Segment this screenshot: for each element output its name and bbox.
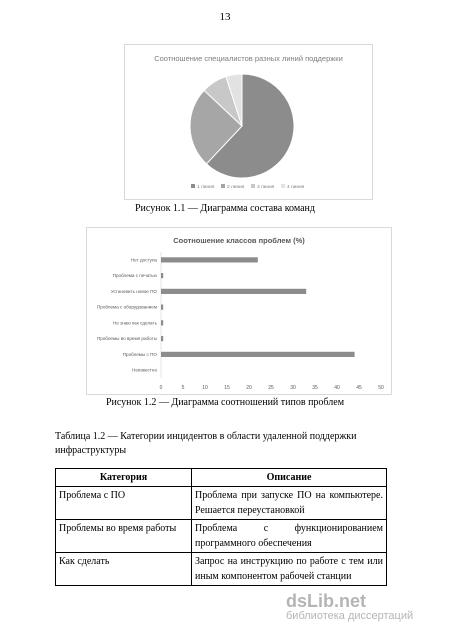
table-cell-category: Проблемы во время работы <box>56 520 192 553</box>
bar-category-label: Проблема с оборудованием <box>96 304 157 310</box>
bar <box>161 257 258 262</box>
table-cell-description: Проблема при запуске ПО на компьютере. Решается переустановкой <box>192 487 387 520</box>
x-tick-label: 5 <box>181 385 185 391</box>
x-tick-label: 40 <box>334 385 340 391</box>
x-tick-label: 0 <box>159 385 163 391</box>
table-title: Таблица 1.2 — Категории инцидентов в области удаленной поддержки инфраструктуры <box>55 431 357 456</box>
bar-category-label: Установить новое ПО <box>110 288 157 294</box>
bar-category-label: Проблемы во время работы <box>96 336 157 342</box>
pie-legend-swatch <box>221 184 225 188</box>
table-cell-description: Проблема с функционированием программного обеспечения <box>192 520 387 553</box>
pie-legend-swatch <box>191 184 195 188</box>
bar <box>161 305 163 310</box>
table-row <box>56 487 387 520</box>
pie-chart <box>124 44 373 200</box>
bar-chart-svg <box>87 228 391 394</box>
table-header-row <box>56 469 387 487</box>
bar-chart <box>86 227 392 395</box>
table-header-description: Описание <box>192 469 387 487</box>
bar <box>161 336 163 341</box>
bar-category-label: Проблема с печатью <box>112 273 157 279</box>
pie-legend-label: 1 линия <box>197 185 215 190</box>
x-tick-label: 30 <box>290 385 296 391</box>
table-header-category: Категория <box>56 469 192 487</box>
page-number: 13 <box>219 11 231 23</box>
watermark <box>286 591 413 622</box>
pie-chart-title: Соотношение специалистов разных линий поддержки <box>154 54 343 63</box>
bar-category-label: Неизвестно <box>132 367 157 373</box>
table-row <box>56 520 387 553</box>
x-tick-label: 35 <box>312 385 318 391</box>
table-cell-category: Проблема с ПО <box>56 487 192 520</box>
watermark-logo: dsLib.net <box>286 591 366 611</box>
bar-category-label: Нет доступа <box>130 257 157 263</box>
bar <box>161 289 306 294</box>
bar-category-label: Проблемы с ПО <box>122 351 157 357</box>
incident-categories-table <box>55 468 387 586</box>
figure-caption-2: Рисунок 1.2 — Диаграмма соотношений типов проблем <box>105 397 345 408</box>
pie-legend-swatch <box>281 184 285 188</box>
watermark-subtitle: библиотека диссертаций <box>286 610 414 622</box>
pie-legend-label: 2 линия <box>227 185 245 190</box>
pie-chart-svg <box>125 45 372 199</box>
bar <box>161 320 163 325</box>
x-tick-label: 10 <box>202 385 208 391</box>
bar-category-label: Не знаю как сделать <box>112 320 157 326</box>
x-tick-label: 25 <box>268 385 274 391</box>
pie-legend-label: 4 линия <box>287 185 305 190</box>
bar <box>161 352 355 357</box>
bar <box>161 273 163 278</box>
figure-caption-1: Рисунок 1.1 — Диаграмма состава команд <box>135 203 315 214</box>
x-tick-label: 15 <box>224 385 230 391</box>
x-tick-label: 50 <box>378 385 384 391</box>
pie-legend-swatch <box>251 184 255 188</box>
table-cell-category: Как сделать <box>56 553 192 586</box>
x-tick-label: 45 <box>356 385 362 391</box>
pie-legend-label: 3 линия <box>257 185 275 190</box>
table-cell-description: Запрос на инструкцию по работе с тем или иным компонентом рабочей станции <box>192 553 387 586</box>
x-tick-label: 20 <box>246 385 252 391</box>
table-row <box>56 553 387 586</box>
bar-chart-title: Соотношение классов проблем (%) <box>173 236 305 245</box>
